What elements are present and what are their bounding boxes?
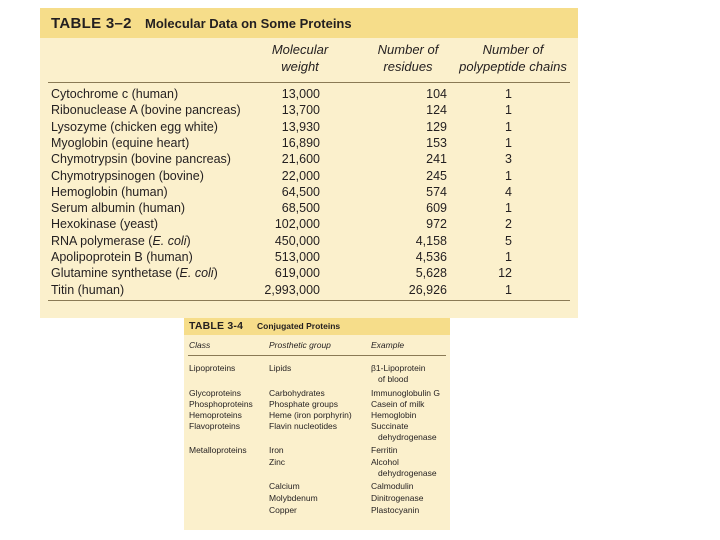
residues-cell: 245 [426,168,447,183]
residues-cell: 26,926 [408,282,447,297]
chains-cell: 2 [505,217,512,232]
table-row [40,249,578,265]
molecular-weight-cell: 13,930 [281,119,320,134]
column-header-chains: Number of polypeptide chains [459,42,567,74]
protein-name-cell: RNA polymerase (E. coli) [51,233,191,248]
example-cell: Plastocyanin [371,505,420,515]
table-row [40,216,578,232]
column-header-residues: Number of residues [377,42,439,74]
header-rule [188,355,446,356]
class-cell: Metalloproteins [189,445,247,455]
example-cell: β1-Lipoprotein [371,363,426,373]
class-cell: Hemoproteins [189,410,242,420]
example-cell: Hemoglobin [371,410,417,420]
table-row [40,135,578,151]
residues-cell: 609 [426,201,447,216]
example-cell: of blood [378,374,409,384]
chains-cell: 1 [505,87,512,101]
chains-cell: 4 [505,184,512,199]
residues-cell: 4,536 [415,250,447,264]
example-cell: Casein of milk [371,399,425,409]
table-row [40,265,578,281]
protein-name-cell: Lysozyme (chicken egg white) [51,119,218,134]
group-cell: Lipids [269,363,292,373]
bottom-rule [48,300,570,301]
molecular-weight-cell: 16,890 [281,135,320,150]
group-cell: Copper [269,505,297,515]
protein-name-cell: Apolipoprotein B (human) [51,250,193,264]
chains-cell: 1 [505,201,512,216]
example-cell: Calmodulin [371,481,414,491]
protein-name-cell: Titin (human) [51,282,125,297]
chains-cell: 1 [505,168,512,183]
residues-cell: 104 [426,87,447,101]
group-cell: Molybdenum [269,493,318,503]
table-3-4 [184,318,450,530]
example-cell: Ferritin [371,445,398,455]
table-row [40,282,578,298]
protein-name-cell: Ribonuclease A (bovine pancreas) [51,103,241,118]
table-3-2 [40,8,578,318]
chains-cell: 12 [498,266,512,281]
protein-name-cell: Chymotrypsin (bovine pancreas) [51,152,231,167]
protein-name-cell: Chymotrypsinogen (bovine) [51,168,204,183]
table-3-4-header [184,318,450,335]
example-cell: Dinitrogenase [371,493,424,503]
table-row [40,184,578,200]
molecular-weight-cell: 13,000 [281,87,320,101]
residues-cell: 124 [426,103,447,118]
group-cell: Iron [269,445,284,455]
example-cell: Immunoglobulin G [371,388,440,398]
class-cell: Phosphoproteins [189,399,253,409]
group-cell: Flavin nucleotides [269,421,338,431]
table-row [40,151,578,167]
chains-cell: 5 [505,233,512,248]
residues-cell: 5,628 [415,266,447,281]
table-row [40,102,578,118]
protein-name-cell: Myoglobin (equine heart) [51,135,190,150]
class-cell: Lipoproteins [189,363,236,373]
molecular-weight-cell: 64,500 [281,184,320,199]
molecular-weight-cell: 619,000 [274,266,320,281]
residues-cell: 574 [426,184,447,199]
table-row [40,168,578,184]
group-cell: Heme (iron porphyrin) [269,410,352,420]
column-header-example: Example [371,340,405,350]
molecular-weight-cell: 68,500 [281,201,320,216]
example-cell: Alcohol [371,457,399,467]
table-number: TABLE 3–2 [51,15,132,32]
residues-cell: 153 [426,135,447,150]
table-row [40,119,578,135]
chains-cell: 1 [505,103,512,118]
table-3-2-header [40,8,578,38]
table-row [40,233,578,249]
residues-cell: 972 [426,217,447,232]
group-cell: Zinc [269,457,286,467]
example-cell: dehydrogenase [378,468,437,478]
table-number: TABLE 3-4 [189,320,244,332]
table-caption: Conjugated Proteins [257,321,341,331]
molecular-weight-cell: 13,700 [281,103,320,118]
protein-name-cell: Cytochrome c (human) [51,87,179,101]
chains-cell: 3 [505,152,512,167]
protein-name-cell: Hemoglobin (human) [51,184,168,199]
residues-cell: 4,158 [415,233,447,248]
chains-cell: 1 [505,135,512,150]
molecular-weight-cell: 22,000 [281,168,320,183]
chains-cell: 1 [505,119,512,134]
chains-cell: 1 [505,282,512,297]
molecular-weight-cell: 2,993,000 [264,282,320,297]
molecular-weight-cell: 102,000 [274,217,320,232]
protein-name-cell: Hexokinase (yeast) [51,217,158,232]
column-header-prosthetic-group: Prosthetic group [269,340,331,350]
protein-name-cell: Glutamine synthetase (E. coli) [51,266,218,281]
group-cell: Calcium [269,481,300,491]
molecular-weight-cell: 450,000 [274,233,320,248]
protein-name-cell: Serum albumin (human) [51,201,186,216]
example-cell: dehydrogenase [378,432,437,442]
table-row [40,86,578,102]
column-header-molecular-weight: Molecular weight [271,42,329,74]
molecular-weight-cell: 21,600 [281,152,320,167]
residues-cell: 129 [426,119,447,134]
group-cell: Carbohydrates [269,388,325,398]
class-cell: Flavoproteins [189,421,241,431]
molecular-weight-cell: 513,000 [274,250,320,264]
table-caption: Molecular Data on Some Proteins [145,16,352,31]
class-cell: Glycoproteins [189,388,241,398]
residues-cell: 241 [426,152,447,167]
group-cell: Phosphate groups [269,399,338,409]
chains-cell: 1 [505,250,512,264]
table-row [40,200,578,216]
header-rule [48,82,570,83]
example-cell: Succinate [371,421,409,431]
column-header-class: Class [189,340,211,350]
